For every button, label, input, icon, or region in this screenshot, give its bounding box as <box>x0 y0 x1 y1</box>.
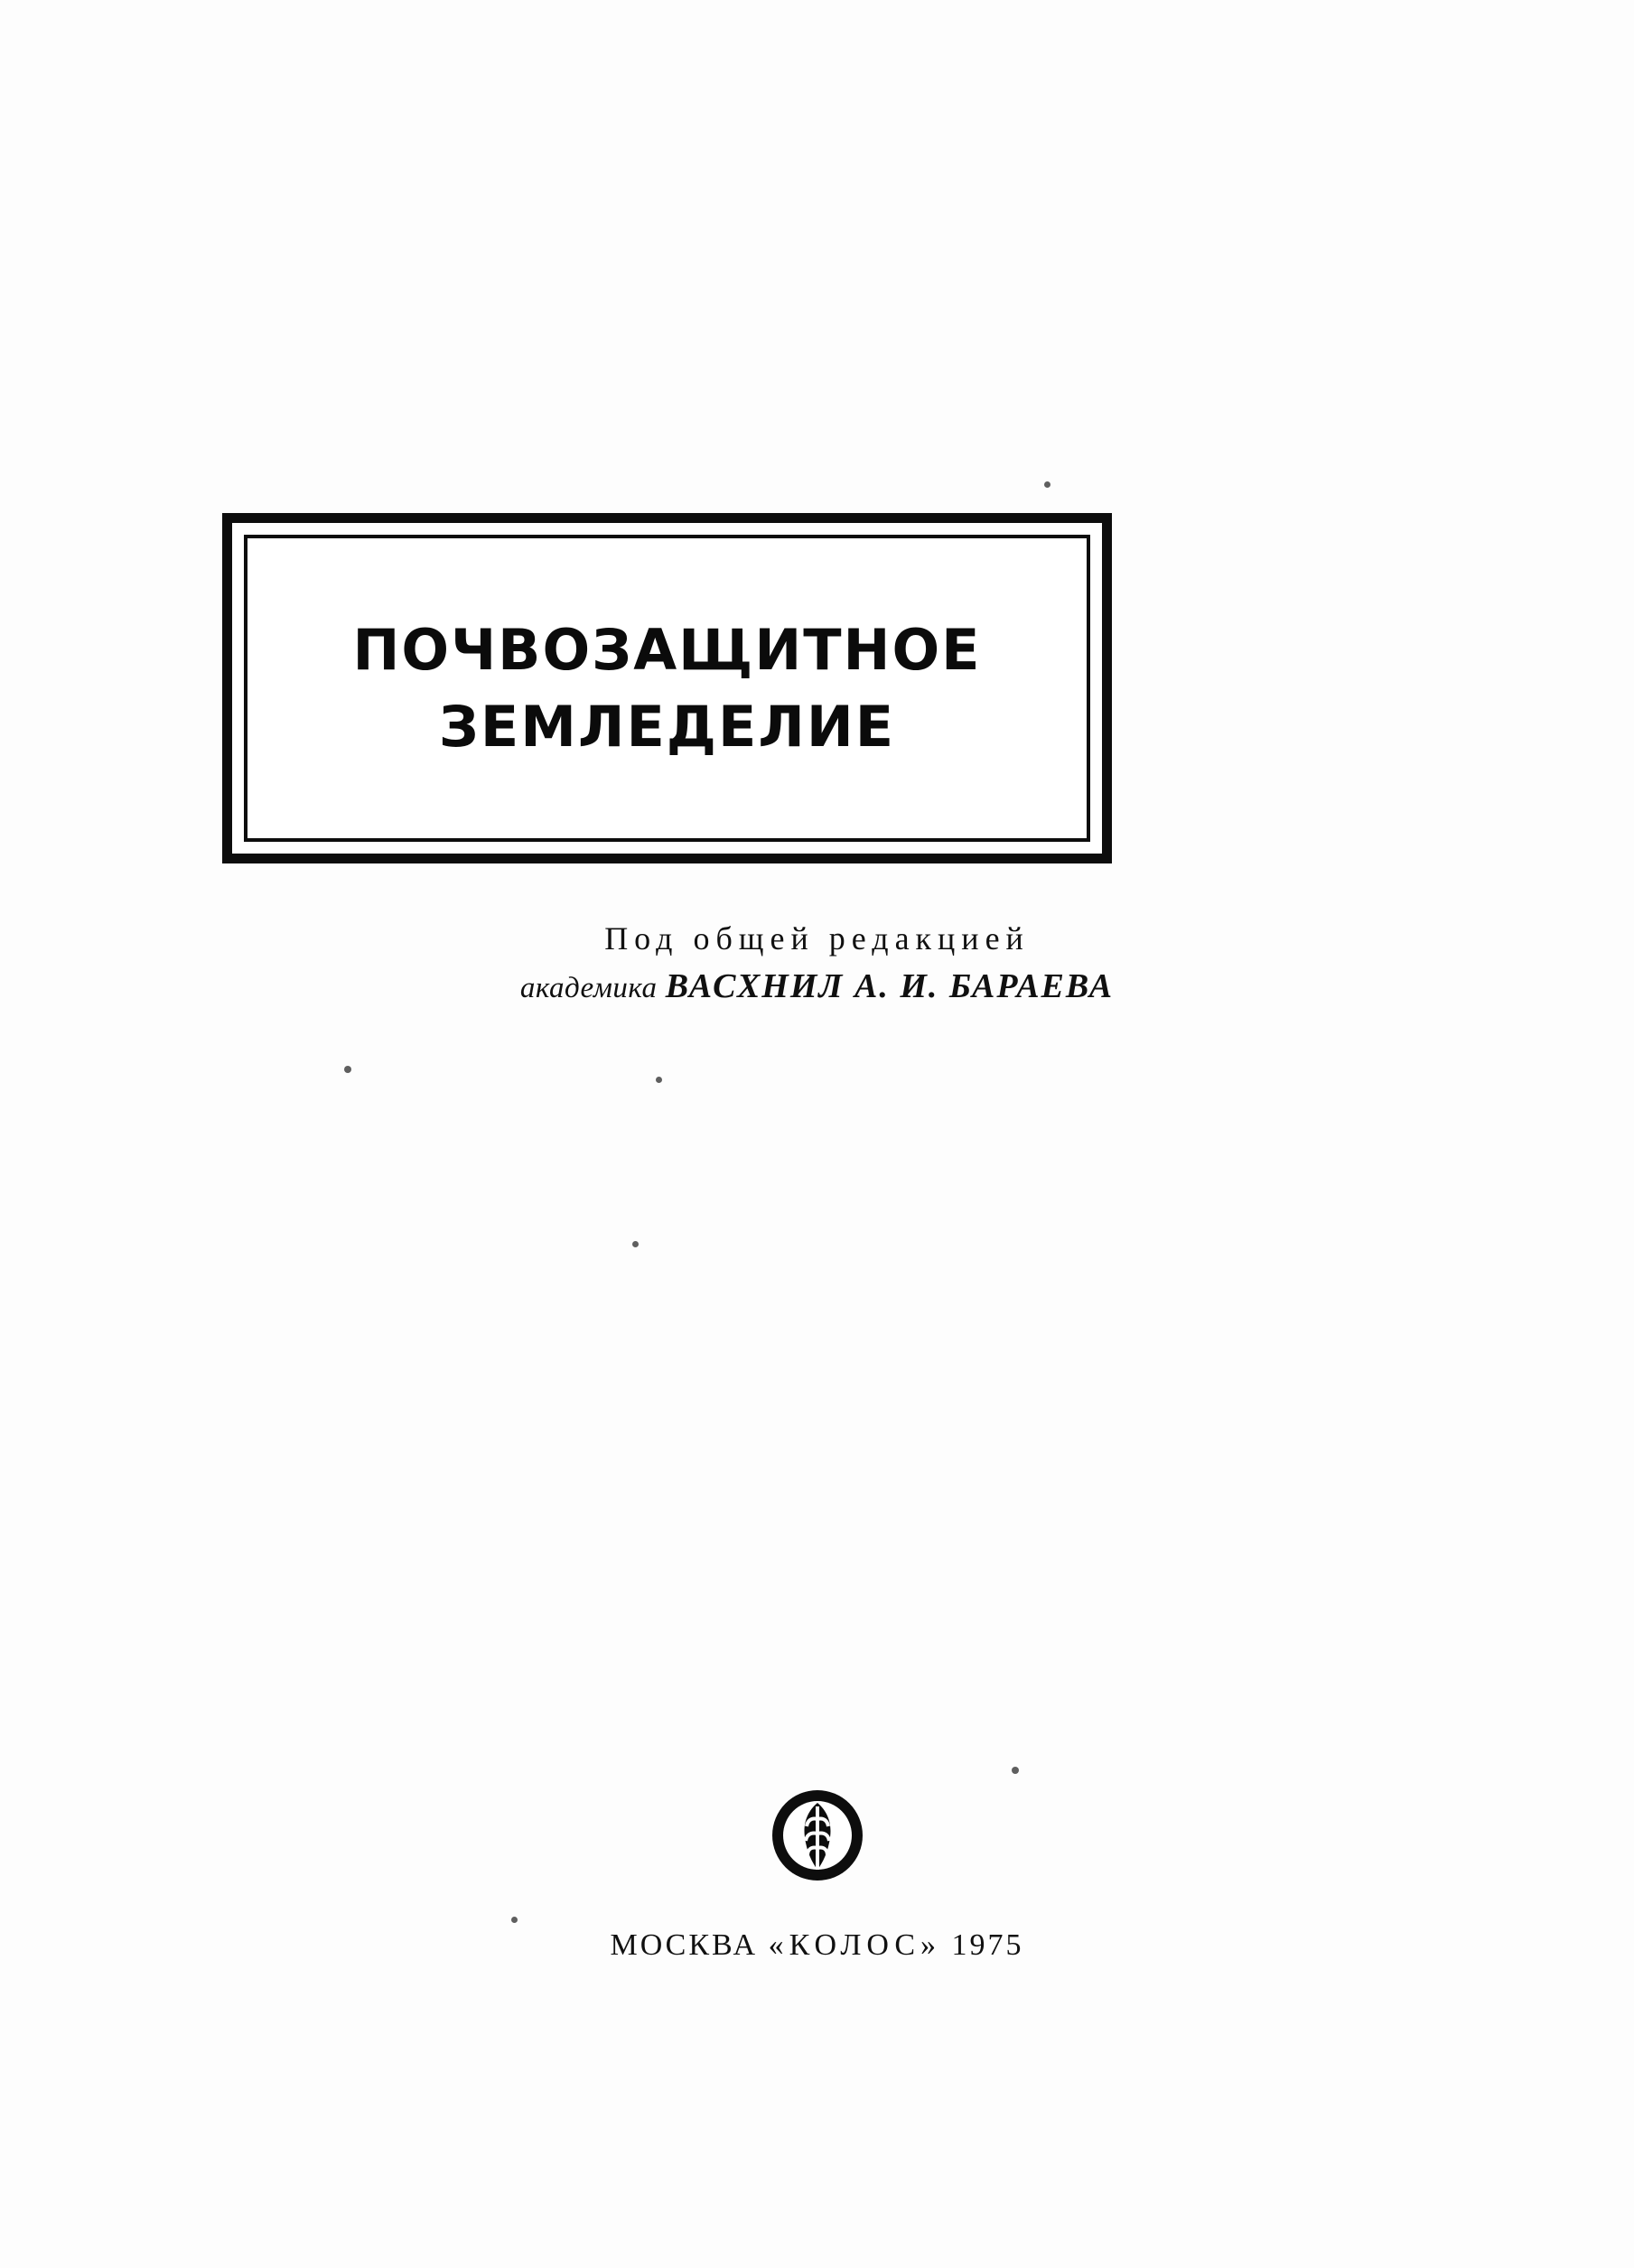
credit-editor-name: ВАСХНИЛ А. И. БАРАЕВА <box>665 967 1115 1005</box>
title-frame <box>222 513 1112 863</box>
scan-speck <box>1012 1767 1019 1774</box>
scan-speck <box>632 1241 639 1247</box>
imprint-year: 1975 <box>951 1928 1024 1962</box>
scan-speck <box>656 1077 662 1083</box>
scan-speck <box>511 1917 518 1923</box>
kolos-wheat-ear-emblem-icon <box>770 1788 864 1882</box>
imprint-city: МОСКВА <box>610 1928 759 1962</box>
scan-speck <box>344 1066 351 1073</box>
imprint-line <box>0 1928 1634 1963</box>
credit-under-editorship: Под общей редакцией <box>604 920 1030 957</box>
credit-academician-word: академика <box>519 972 658 1004</box>
scan-speck <box>1044 481 1050 488</box>
book-title-line-1: ПОЧВОЗАЩИТНОЕ <box>352 616 982 683</box>
editor-credit-block <box>0 919 1634 1006</box>
title-frame-inner <box>244 535 1090 842</box>
imprint-publisher: «КОЛОС» <box>768 1928 942 1962</box>
credit-editor-name-line <box>0 966 1634 1006</box>
book-title-line-2: ЗЕМЛЕДЕЛИЕ <box>438 694 896 760</box>
